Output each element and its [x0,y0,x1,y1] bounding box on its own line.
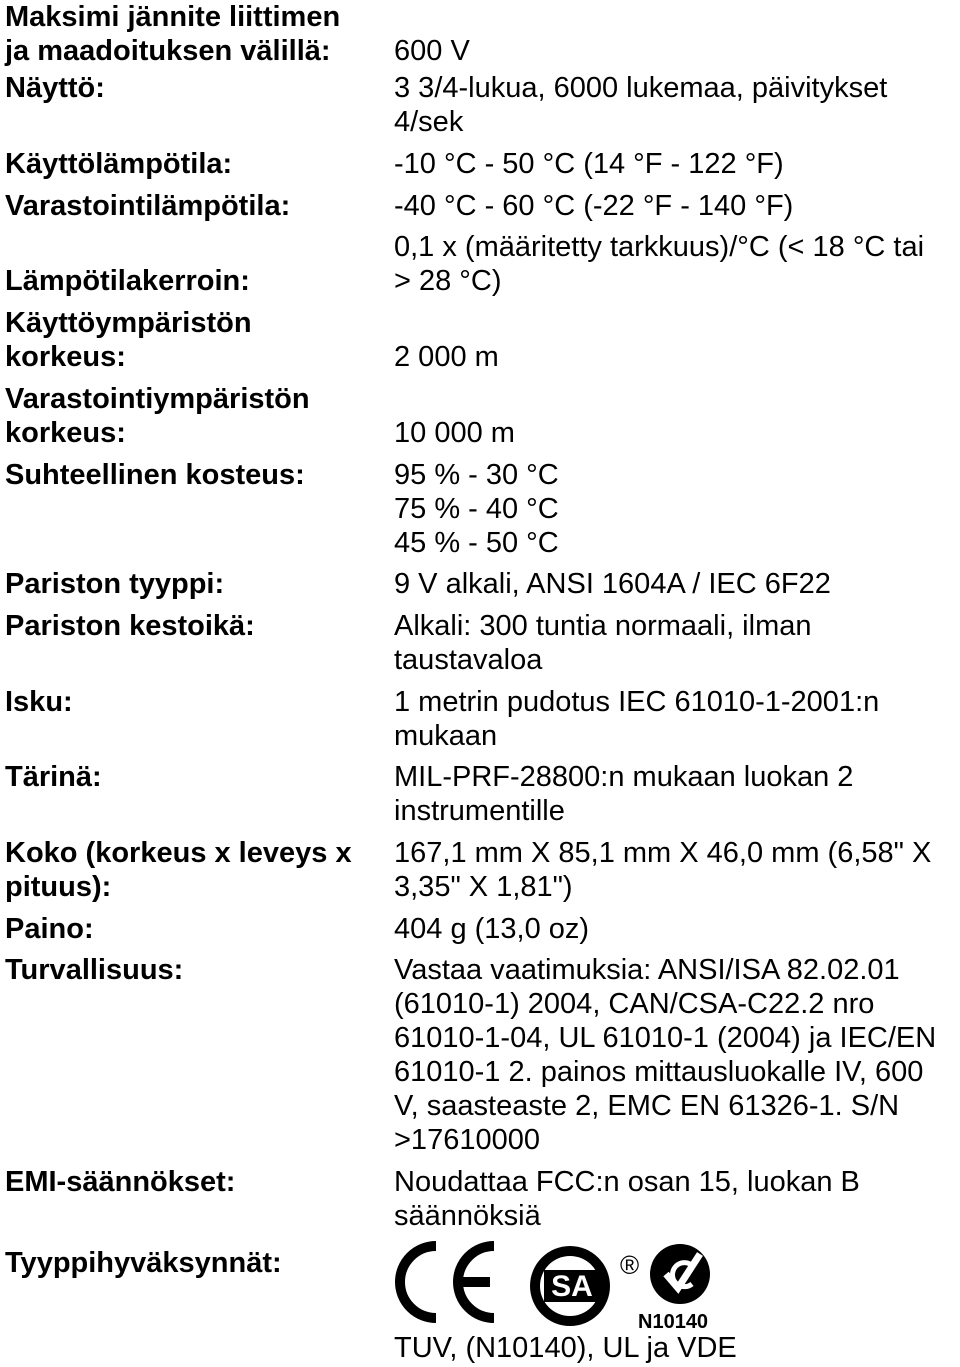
spec-label: Käyttölämpötila: [5,148,233,180]
ctick-mark-icon [650,1244,710,1304]
spec-value: MIL-PRF-28800:n mukaan luokan 2 instrumentille [394,761,854,827]
spec-label: Tärinä: [5,761,102,793]
spec-value: 9 V alkali, ANSI 1604A / IEC 6F22 [394,568,831,600]
registered-symbol: ® [620,1250,640,1280]
spec-label: Paino: [5,913,94,945]
spec-label: EMI-säännökset: [5,1166,236,1198]
spec-value: 3 3/4-lukua, 6000 lukemaa, päivitykset 4/sek [394,72,888,138]
approval-logos [394,1240,734,1332]
spec-value: Noudattaa FCC:n osan 15, luokan B säännöksiä [394,1166,860,1232]
spec-label: Tyyppihyväksynnät: [5,1247,282,1279]
spec-value: 2 000 m [394,341,499,373]
spec-value: 95 % - 30 °C 75 % - 40 °C 45 % - 50 °C [394,459,559,559]
spec-value: -40 °C - 60 °C (-22 °F - 140 °F) [394,190,794,222]
spec-label: Suhteellinen kosteus: [5,459,305,491]
spec-label: Näyttö: [5,72,105,104]
ce-mark-icon [400,1246,494,1318]
spec-label: Turvallisuus: [5,954,184,986]
spec-label: Pariston kestoikä: [5,610,255,642]
csa-letters: SA [551,1270,593,1303]
spec-value: Alkali: 300 tuntia normaali, ilman taustavaloa [394,610,812,676]
csa-mark-icon [530,1246,610,1326]
spec-label: Koko (korkeus x leveys x pituus): [5,837,352,903]
spec-label: Käyttöympäristön korkeus: [5,307,252,373]
spec-label: Lämpötilakerroin: [5,265,250,297]
spec-value: 10 000 m [394,417,515,449]
spec-value: 600 V [394,35,470,67]
spec-label: Varastointilämpötila: [5,190,291,222]
spec-value: 404 g (13,0 oz) [394,913,590,945]
spec-label: Pariston tyyppi: [5,568,225,600]
spec-label: Maksimi jännite liittimen ja maadoituksen välillä: [5,1,341,67]
spec-value: 1 metrin pudotus IEC 61010-1-2001:n mukaan [394,686,880,752]
certification-marks [394,1240,734,1332]
spec-value: -10 °C - 50 °C (14 °F - 122 °F) [394,148,784,180]
spec-label: Isku: [5,686,73,718]
spec-label: Varastointiympäristön korkeus: [5,383,310,449]
spec-value: 0,1 x (määritetty tarkkuus)/°C (< 18 °C tai > 28 °C) [394,231,925,297]
spec-value: Vastaa vaatimuksia: ANSI/ISA 82.02.01 (61010-1) 2004, CAN/CSA-C22.2 nro 61010-1-04, UL 61010-1 (2004) ja IEC/EN 61010-1 2. painos mittausluokalle IV, 600 V, saasteaste 2, EMC EN 61326-1. S/N >17610000 [394,954,937,1156]
spec-value: 167,1 mm X 85,1 mm X 46,0 mm (6,58" X 3,35" X 1,81") [394,837,932,903]
approvals-text: TUV, (N10140), UL ja VDE [394,1332,737,1364]
ctick-code: N10140 [638,1311,709,1332]
